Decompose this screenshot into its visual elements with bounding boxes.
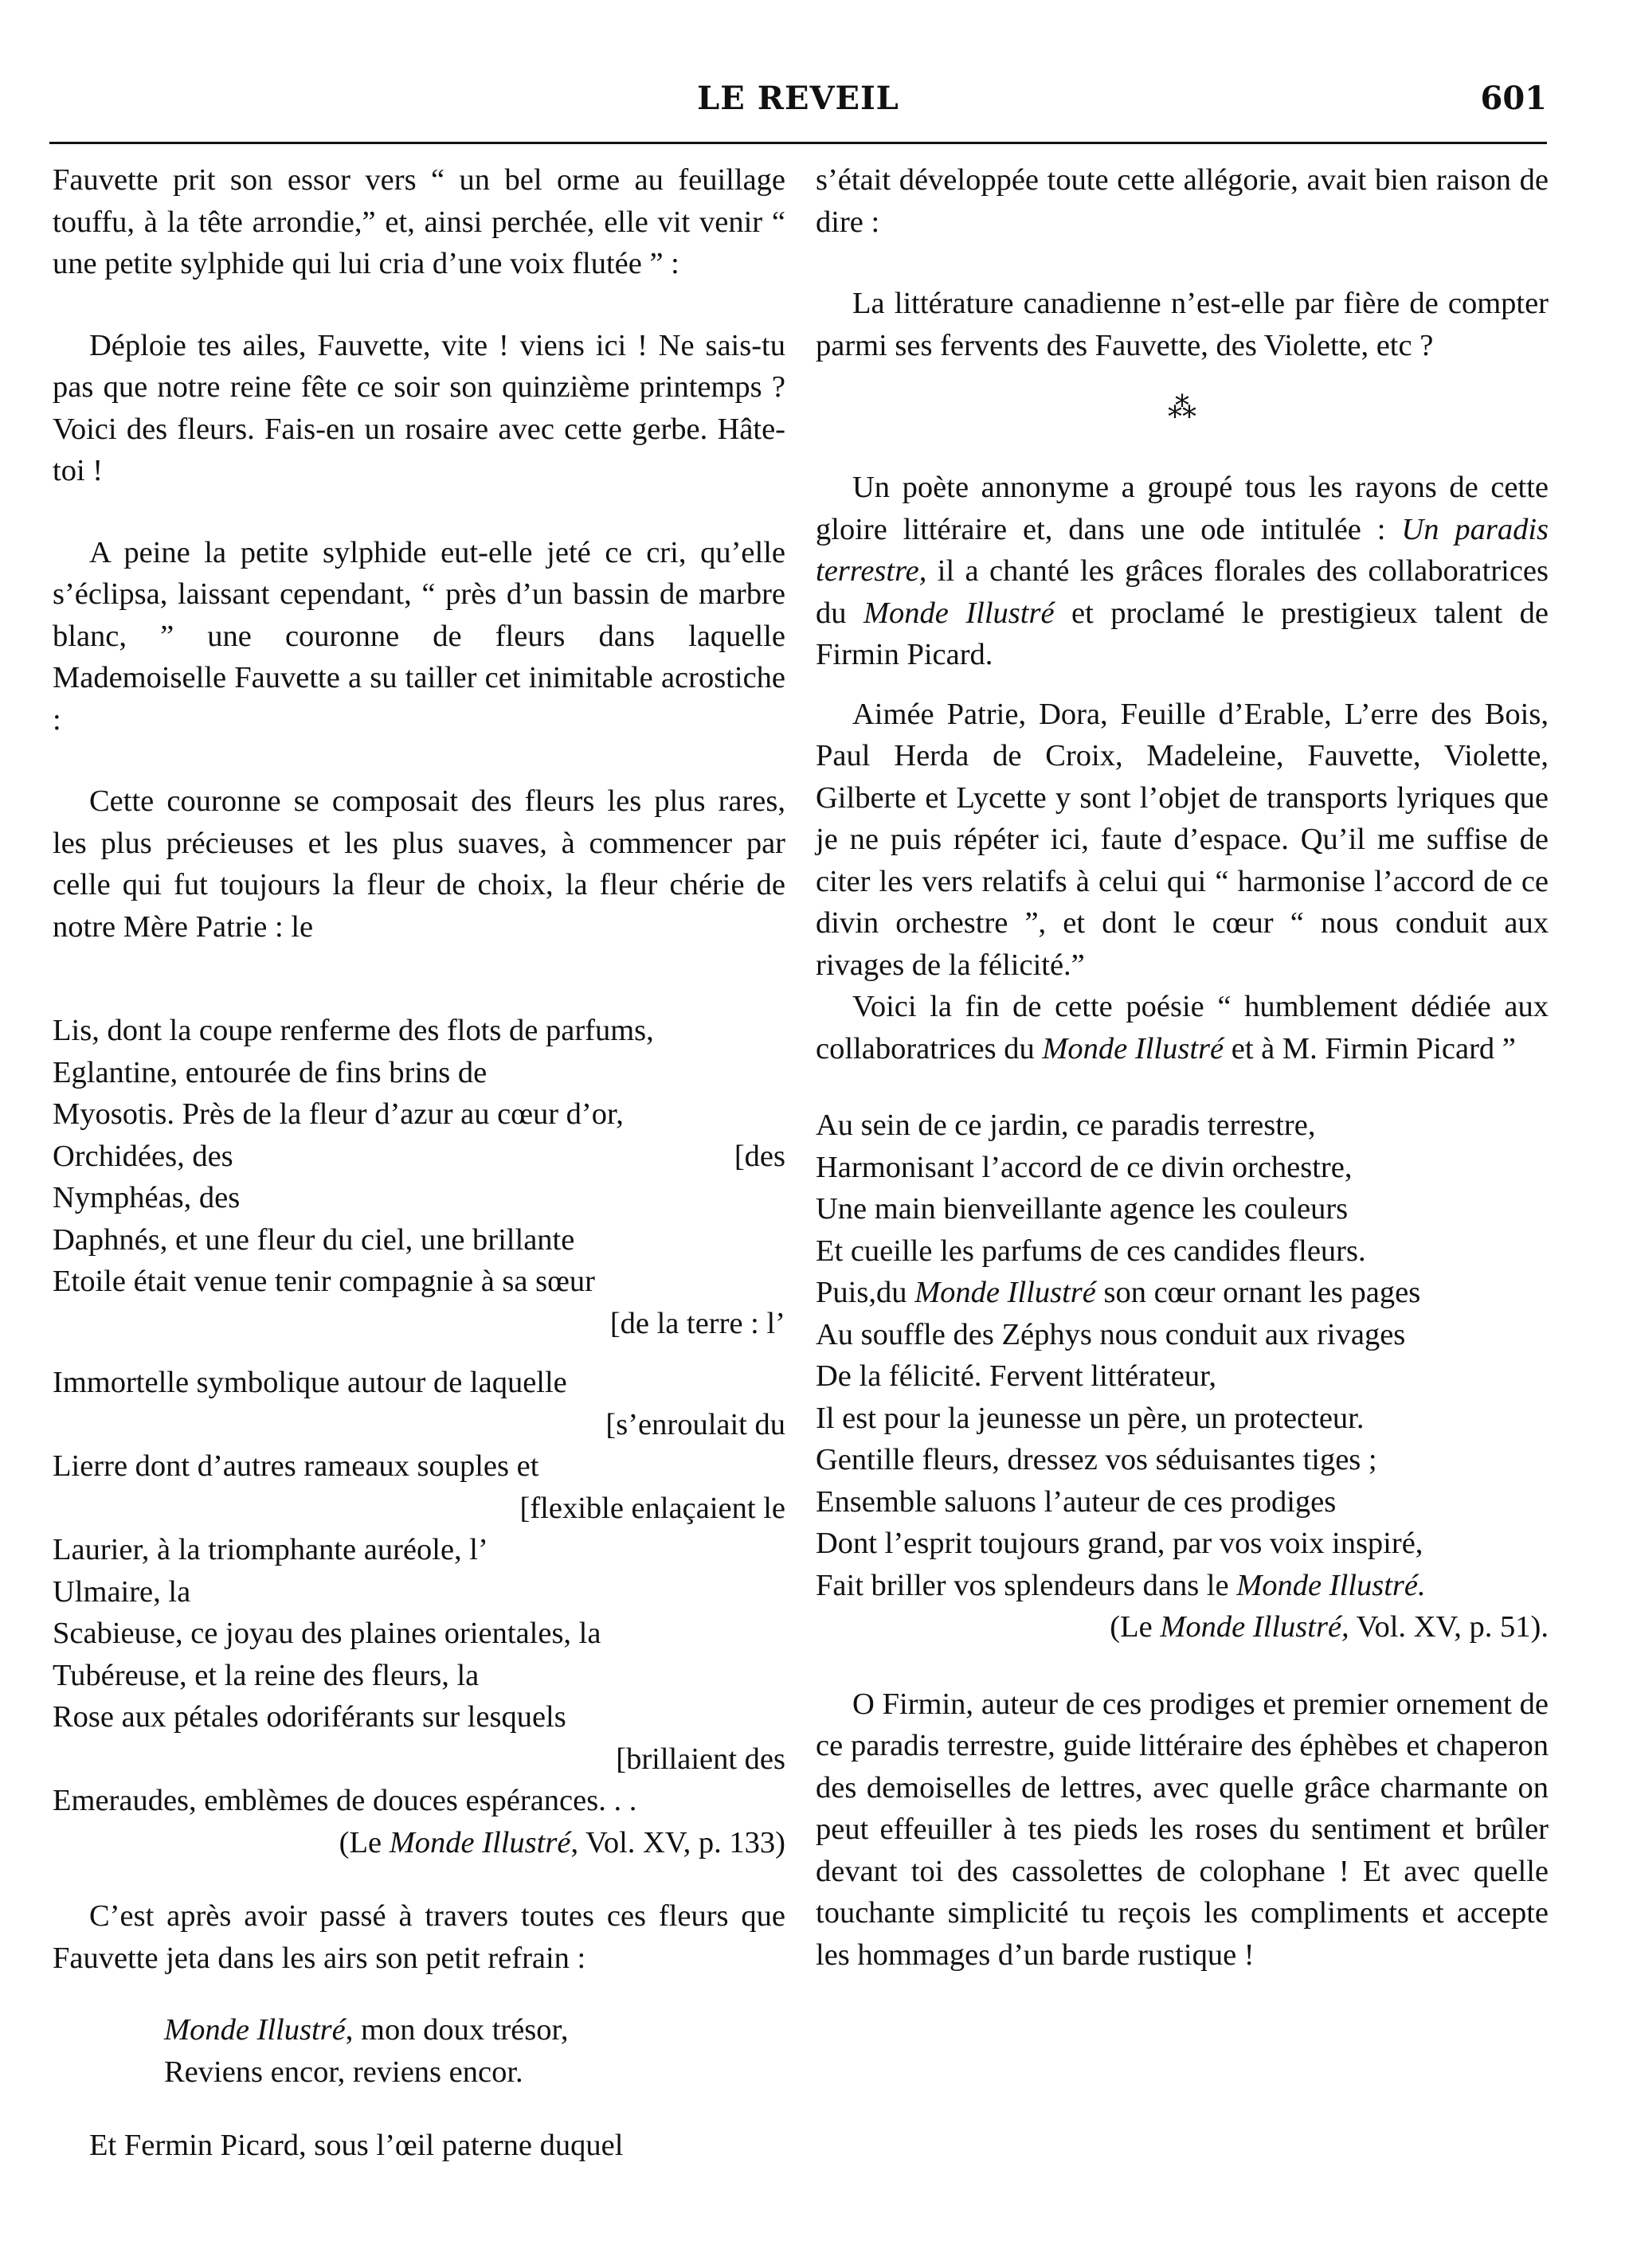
- verse-line: Gentille fleurs, dressez vos séduisantes tiges ;: [816, 1443, 1377, 1476]
- verse-line: Fait briller vos splendeurs dans le Monde Illustré.: [816, 1568, 1426, 1602]
- verse-line: Dont l’esprit toujours grand, par vos voix inspiré,: [816, 1527, 1423, 1560]
- verse-line: Myosotis. Près de la fleur d’azur au cœur d’or,: [53, 1097, 624, 1131]
- page-header: [49, 80, 1547, 129]
- verse-line: De la félicité. Fervent littérateur,: [816, 1359, 1217, 1393]
- verse-line: Ulmaire, la: [53, 1574, 191, 1609]
- verse-line: Rose aux pétales odoriférants sur lesquels: [53, 1700, 566, 1734]
- verse-line: Une main bienveillante agence les couleurs: [816, 1192, 1349, 1226]
- verse-line: Emeraudes, emblèmes de douces espérances. . .: [53, 1784, 637, 1817]
- paragraph: La littérature canadienne n’est-elle par fière de compter parmi ses fervents des Fauvette, des Violette, etc ?: [816, 287, 1549, 362]
- verse-line: Et cueille les parfums de ces candides fleurs.: [816, 1234, 1366, 1268]
- verse-continuation: [s’enroulait du: [605, 1407, 785, 1441]
- verse-line: Orchidées, des [des: [53, 1136, 785, 1178]
- paragraph: Un poète annonyme a groupé tous les rayons de cette gloire littéraire et, dans une ode intitulée : Un paradis terrestre, il a chanté les grâces florales des collaboratrices du Monde Illustré et proclamé le prestigieux talent de Firmin Picard.: [816, 471, 1549, 671]
- verse-line: Il est pour la jeunesse un père, un protecteur.: [816, 1401, 1365, 1435]
- verse-continuation: [de la terre : l’: [609, 1306, 785, 1340]
- verse-line: Daphnés, et une fleur du ciel, une brillante: [53, 1222, 575, 1257]
- left-column: [53, 159, 785, 2167]
- verse-line: Lis, dont la coupe renferme des flots de parfums,: [53, 1014, 654, 1047]
- verse-line: Lierre dont d’autres rameaux souples et: [53, 1449, 539, 1483]
- verse-continuation: [des: [734, 1139, 785, 1173]
- poem-verse: [816, 1105, 1549, 1648]
- verse-continuation: [brillaient des: [616, 1742, 785, 1776]
- refrain: [53, 2009, 785, 2093]
- verse-line: Puis,du Monde Illustré son cœur ornant les pages: [816, 1276, 1421, 1309]
- verse-line: Eglantine, entourée de fins brins de: [53, 1055, 488, 1089]
- paragraph: C’est après avoir passé à travers toutes ces fleurs que Fauvette jeta dans les airs son petit refrain :: [53, 1899, 785, 1975]
- verse-line: Laurier, à la triomphante auréole, l’: [53, 1533, 488, 1566]
- verse-line: Nymphéas, des: [53, 1181, 241, 1214]
- verse-line: Au souffle des Zéphys nous conduit aux rivages: [816, 1317, 1406, 1351]
- verse-line: Etoile était venue tenir compagnie à sa sœur: [53, 1265, 595, 1298]
- citation: (Le Monde Illustré, Vol. XV, p. 133): [339, 1825, 785, 1859]
- acrostic-verse: [53, 1010, 785, 1863]
- verse-line: Reviens encor, reviens encor.: [164, 2055, 523, 2089]
- ode-title: Un paradis terrestre,: [816, 512, 1549, 588]
- paragraph: Voici la fin de cette poésie “ humblement dédiée aux collaboratrices du Monde Illustré et à M. Firmin Picard ”: [816, 990, 1549, 1066]
- header-rule: [49, 142, 1547, 144]
- paragraph: O Firmin, auteur de ces prodiges et premier ornement de ce paradis terrestre, guide littéraire des éphèbes et chaperon des demoiselles de lettres, avec quelle grâce charmante on peut effeuiller à tes pieds les roses du sentiment et brûler devant toi des cassolettes de colophane ! Et avec quelle touchante simplicité tu reçois les compliments et accepte les hommages d’un barde rustique !: [816, 1687, 1549, 1972]
- asterism-separator: ⁂: [1168, 392, 1196, 424]
- paragraph: Et Fermin Picard, sous l’œil paterne duquel: [89, 2129, 624, 2162]
- page-number: 601: [1480, 80, 1547, 117]
- verse-line: Harmonisant l’accord de ce divin orchestre,: [816, 1150, 1353, 1184]
- right-column: [816, 159, 1549, 1976]
- citation: (Le Monde Illustré, Vol. XV, p. 51).: [1110, 1610, 1549, 1644]
- paragraph: Aimée Patrie, Dora, Feuille d’Erable, L’erre des Bois, Paul Herda de Croix, Madeleine, Fauvette, Violette, Gilberte et Lycette y sont l’objet de transports lyriques que je ne puis répéter ici, faute d’espace. Qu’il me suffise de citer les vers relatifs à celui qui “ harmonise l’accord de ce divin orchestre ”, et dont le cœur “ nous conduit aux rivages de la félicité.”: [816, 697, 1549, 982]
- verse-line: Immortelle symbolique autour de laquelle: [53, 1366, 567, 1399]
- paragraph: A peine la petite sylphide eut-elle jeté ce cri, qu’elle s’éclipsa, laissant cependant, “ près d’un bassin de marbre blanc, ” une couronne de fleurs dans laquelle Mademoiselle Fauvette a su tailler cet inimitable acrostiche :: [53, 535, 785, 737]
- verse-line: Ensemble saluons l’auteur de ces prodiges: [816, 1484, 1337, 1519]
- verse-line: Tubéreuse, et la reine des fleurs, la: [53, 1658, 480, 1692]
- paragraph: s’était développée toute cette allégorie, avait bien raison de dire :: [816, 163, 1549, 239]
- verse-line: Monde Illustré, mon doux trésor,: [164, 2013, 569, 2047]
- verse-continuation: [flexible enlaçaient le: [519, 1491, 785, 1525]
- verse-line: Scabieuse, ce joyau des plaines orientales, la: [53, 1617, 601, 1650]
- paragraph: Fauvette prit son essor vers “ un bel orme au feuillage touffu, à la tête arrondie,” et, ainsi perchée, elle vit venir “ une petite sylphide qui lui cria d’une voix flutée ” :: [53, 163, 785, 280]
- paragraph: Déploie tes ailes, Fauvette, vite ! viens ici ! Ne sais-tu pas que notre reine fête ce soir son quinzième printemps ? Voici des fleurs. Fais-en un rosaire avec cette gerbe. Hâte-toi !: [53, 328, 785, 487]
- paragraph: Cette couronne se composait des fleurs les plus rares, les plus précieuses et les plus suaves, à commencer par celle qui fut toujours la fleur de choix, la fleur chérie de notre Mère Patrie : le: [53, 784, 785, 944]
- running-title: LE REVEIL: [697, 80, 899, 117]
- verse-line: Au sein de ce jardin, ce paradis terrestre,: [816, 1109, 1316, 1142]
